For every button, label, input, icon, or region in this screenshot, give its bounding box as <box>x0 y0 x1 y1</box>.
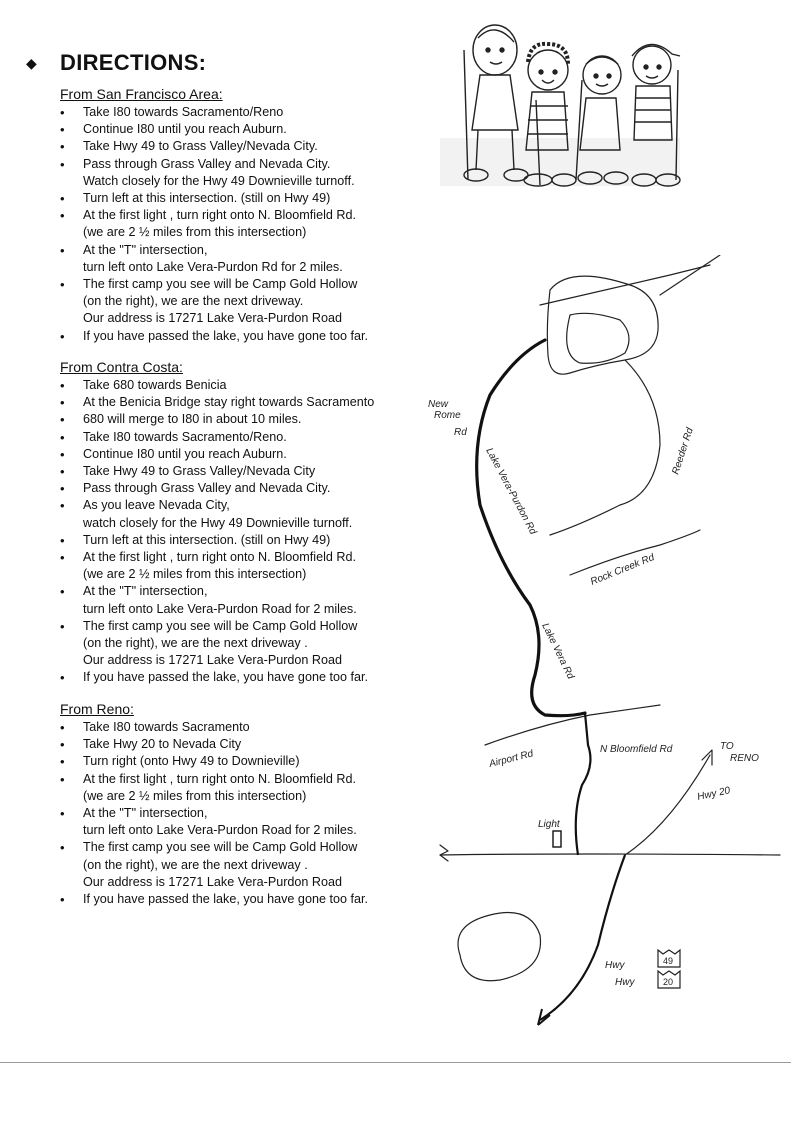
direction-step <box>60 138 430 155</box>
direction-step-line: • Take Hwy 20 to Nevada City <box>83 737 242 752</box>
direction-step <box>60 156 430 190</box>
direction-step <box>60 497 430 531</box>
direction-step-line: • Take I80 towards Sacramento/Reno. <box>83 429 287 444</box>
hwy-49-route <box>540 855 625 1020</box>
map-label-hwy-49: Hwy <box>605 960 625 971</box>
airport-road <box>485 705 660 745</box>
direction-step <box>60 719 430 736</box>
steps-list-sf <box>60 104 430 345</box>
page-divider <box>0 1062 791 1063</box>
direction-step-line: watch closely for the Hwy 49 Downieville turnoff. <box>83 515 353 530</box>
map-label-rock-creek-rd: Rock Creek Rd <box>589 552 656 588</box>
direction-step-line: • Take 680 towards Benicia <box>83 378 227 392</box>
direction-step-line: Our address is 17271 Lake Vera-Purdon Road <box>83 311 343 326</box>
hiking-kids-illustration <box>440 20 690 195</box>
direction-step-line: • At the "T" intersection, <box>83 242 208 257</box>
hwy-20-shield-number: 20 <box>663 977 674 987</box>
direction-step <box>60 446 430 463</box>
direction-step <box>60 839 430 891</box>
direction-step-line: • Turn left at this intersection. (still on Hwy 49) <box>83 532 331 547</box>
direction-step-line: • Pass through Grass Valley and Nevada City. <box>83 156 331 171</box>
direction-step-line: Watch closely for the Hwy 49 Downieville turnoff. <box>83 173 355 188</box>
map-label-to: TO <box>720 741 734 752</box>
direction-step-line: • Pass through Grass Valley and Nevada City. <box>83 481 331 496</box>
direction-step <box>60 276 430 328</box>
section-title-contra-costa: From Contra Costa: <box>60 359 183 375</box>
direction-step-line: • Take Hwy 49 to Grass Valley/Nevada City <box>83 464 316 479</box>
directions-map <box>420 255 791 1045</box>
map-label-hwy-20: Hwy 20 <box>696 785 732 803</box>
direction-step-line: (we are 2 ½ miles from this intersection) <box>83 567 307 582</box>
direction-step <box>60 104 430 121</box>
direction-step-line: • As you leave Nevada City, <box>83 498 230 513</box>
direction-step-line: • At the "T" intersection, <box>83 584 208 599</box>
n-bloomfield-route <box>576 713 591 855</box>
map-label-reeder-rd: Reeder Rd <box>670 426 696 476</box>
steps-list-reno <box>60 719 430 908</box>
direction-step <box>60 736 430 753</box>
hwy-20-road <box>625 755 710 855</box>
direction-step-line: turn left onto Lake Vera-Purdon Road for 2 miles. <box>83 823 357 838</box>
direction-step <box>60 480 430 497</box>
section-title-sf: From San Francisco Area: <box>60 86 223 102</box>
direction-step-line: • At the Benicia Bridge stay right towards Sacramento <box>83 395 375 410</box>
direction-step <box>60 328 430 345</box>
direction-step-line: • If you have passed the lake, you have gone too far. <box>83 670 368 685</box>
map-label-airport-rd: Airport Rd <box>488 748 535 770</box>
direction-step <box>60 377 430 394</box>
direction-step-line: • At the first light , turn right onto N. Bloomfield Rd. <box>83 550 356 565</box>
map-label-new-rome-3: Rd <box>454 427 467 438</box>
direction-step-line: • The first camp you see will be Camp Gold Hollow <box>83 840 358 855</box>
map-label-lake-vera-rd: Lake Vera Rd <box>539 621 576 681</box>
small-lake <box>458 913 541 981</box>
direction-step <box>60 411 430 428</box>
direction-step-line: • Turn left at this intersection. (still on Hwy 49) <box>83 191 331 206</box>
direction-step-line: • Continue I80 until you reach Auburn. <box>83 122 287 137</box>
traffic-light-marker <box>553 831 561 847</box>
direction-step <box>60 121 430 138</box>
direction-step <box>60 549 430 583</box>
section-title-reno: From Reno: <box>60 701 134 717</box>
direction-step-line: turn left onto Lake Vera-Purdon Rd for 2 miles. <box>83 259 343 274</box>
hwy-49-shield-number: 49 <box>663 956 674 966</box>
direction-step-line: • At the first light , turn right onto N. Bloomfield Rd. <box>83 771 356 786</box>
direction-step-line: • Take I80 towards Sacramento/Reno <box>83 105 284 119</box>
direction-step-line: • If you have passed the lake, you have gone too far. <box>83 892 368 907</box>
steps-list-contra-costa <box>60 377 430 687</box>
direction-step <box>60 618 430 670</box>
map-label-new-rome-2: Rome <box>434 410 461 421</box>
direction-step <box>60 532 430 549</box>
direction-step-line: • Continue I80 until you reach Auburn. <box>83 446 287 461</box>
direction-step <box>60 394 430 411</box>
direction-step-line: • 680 will merge to I80 in about 10 miles. <box>83 412 302 427</box>
direction-step <box>60 207 430 241</box>
direction-step <box>60 429 430 446</box>
direction-step-line: • Turn right (onto Hwy 49 to Downieville) <box>83 754 300 769</box>
direction-step-line: • The first camp you see will be Camp Gold Hollow <box>83 618 358 633</box>
direction-step-line: • At the first light , turn right onto N. Bloomfield Rd. <box>83 208 356 223</box>
map-label-new-rome-1: New <box>428 399 449 410</box>
direction-step-line: Our address is 17271 Lake Vera-Purdon Road <box>83 653 343 668</box>
map-label-hwy-20-south: Hwy <box>615 977 635 988</box>
direction-step <box>60 242 430 276</box>
map-label-lake-vera-purdon: Lake Vera-Purdon Rd <box>483 446 539 537</box>
direction-step <box>60 190 430 207</box>
direction-step-line: • Take Hwy 49 to Grass Valley/Nevada City. <box>83 139 318 154</box>
direction-step-line: (on the right), we are the next driveway. <box>83 294 304 309</box>
direction-step-line: • The first camp you see will be Camp Gold Hollow <box>83 277 358 292</box>
direction-step-line: (on the right), we are the next driveway . <box>83 636 308 651</box>
diamond-bullet-icon: ◆ <box>26 55 37 71</box>
direction-step-line: • Take I80 towards Sacramento <box>83 720 250 734</box>
direction-step <box>60 891 430 908</box>
direction-step <box>60 463 430 480</box>
direction-step-line: • At the "T" intersection, <box>83 806 208 821</box>
direction-step-line: turn left onto Lake Vera-Purdon Road for 2 miles. <box>83 601 357 616</box>
direction-step <box>60 753 430 770</box>
map-label-n-bloomfield-rd: N Bloomfield Rd <box>600 744 673 755</box>
direction-step <box>60 805 430 839</box>
map-label-light: Light <box>538 819 560 830</box>
direction-step-line: • If you have passed the lake, you have gone too far. <box>83 328 368 343</box>
direction-step <box>60 669 430 686</box>
page-title: DIRECTIONS: <box>60 50 207 75</box>
direction-step <box>60 771 430 805</box>
direction-step-line: Our address is 17271 Lake Vera-Purdon Road <box>83 874 343 889</box>
direction-step-line: (on the right), we are the next driveway . <box>83 857 308 872</box>
map-label-reno: RENO <box>730 753 759 764</box>
direction-step <box>60 583 430 617</box>
direction-step-line: (we are 2 ½ miles from this intersection) <box>83 225 307 240</box>
direction-step-line: (we are 2 ½ miles from this intersection) <box>83 788 307 803</box>
